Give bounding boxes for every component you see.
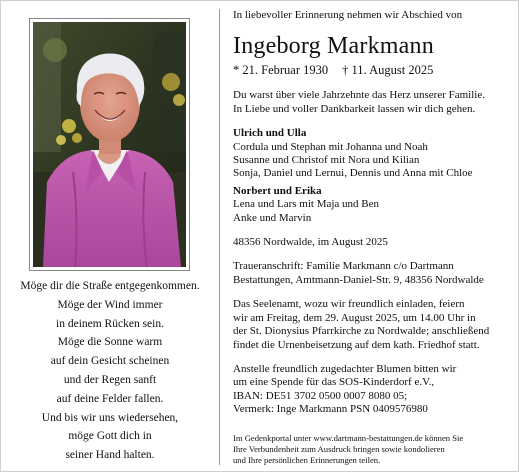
family-member-line: Susanne und Christof mit Nora und Kilian xyxy=(233,154,420,167)
message xyxy=(233,89,515,116)
family-heading: Ulrich und Ulla xyxy=(233,127,307,140)
memorial-portal-note xyxy=(233,433,517,466)
death-date: † 11. August 2025 xyxy=(342,63,434,78)
service-line: findet die Urnenbeisetzung auf dem kath. Friedhof statt. xyxy=(233,338,480,351)
service-line: Das Seelenamt, wozu wir freundlich einladen, feiern xyxy=(233,298,465,311)
donation-line: um eine Spende für das SOS-Kinderdorf e.V., xyxy=(233,376,435,389)
family-group-1 xyxy=(233,127,515,181)
birth-date: * 21. Februar 1930 xyxy=(233,63,329,78)
right-column xyxy=(233,9,515,417)
family-member-line: Cordula und Stephan mit Johanna und Noah xyxy=(233,140,428,153)
poem-line: Möge die Sonne warm xyxy=(57,336,163,349)
family-member-line: Anke und Marvin xyxy=(233,211,312,224)
donation-line: Vermerk: Inge Markmann PSN 0409576980 xyxy=(233,403,428,416)
life-dates xyxy=(233,62,515,78)
message-line: In Liebe und voller Dankbarkeit lassen wir dich gehen. xyxy=(233,102,476,115)
intro-text: In liebevoller Erinnerung nehmen wir Abschied von xyxy=(233,9,463,21)
place-date-text: 48356 Nordwalde, im August 2025 xyxy=(233,236,388,249)
family-member-line: Lena und Lars mit Maja und Ben xyxy=(233,198,380,211)
footer-line: Im Gedenkportal unter www.dartmann-bestattungen.de können Sie xyxy=(233,433,464,443)
poem-line: Und bis wir uns wiedersehen, xyxy=(41,411,179,424)
poem-line: in deinem Rücken sein. xyxy=(56,317,164,330)
poem-line: auf deine Felder fallen. xyxy=(56,392,164,405)
poem-line: auf dein Gesicht scheinen xyxy=(50,355,170,368)
service-line: wir am Freitag, dem 29. August 2025, um 14.00 Uhr in xyxy=(233,311,476,324)
address-line: Bestattungen, Amtmann-Daniel-Str. 9, 48356 Nordwalde xyxy=(233,273,484,286)
poem-line: seiner Hand halten. xyxy=(65,449,155,462)
service-line: der St. Dionysius Pfarrkirche zu Nordwalde; anschließend xyxy=(233,325,490,338)
portrait-photo xyxy=(29,18,190,271)
left-column xyxy=(1,1,219,473)
footer-line: Ihre Verbundenheit zum Ausdruck bringen sowie kondolieren xyxy=(233,444,445,454)
family-heading: Norbert und Erika xyxy=(233,184,322,197)
donation-info xyxy=(233,363,515,417)
family-group-2 xyxy=(233,185,515,225)
poem-line: Möge dir die Straße entgegenkommen. xyxy=(20,280,200,292)
message-line: Du warst über viele Jahrzehnte das Herz unserer Familie. xyxy=(233,89,485,102)
portrait-image xyxy=(33,22,186,267)
service-info xyxy=(233,298,515,352)
donation-line: IBAN: DE51 3702 0500 0007 8080 05; xyxy=(233,389,408,402)
mourning-address xyxy=(233,260,515,287)
poem-line: und der Regen sanft xyxy=(63,373,157,386)
poem xyxy=(1,277,219,465)
poem-line: möge Gott dich in xyxy=(68,430,152,443)
address-line: Traueranschrift: Familie Markmann c/o Dartmann xyxy=(233,260,454,273)
poem-line: Möge der Wind immer xyxy=(57,298,163,311)
family-member-line: Sonja, Daniel und Lernui, Dennis und Anna mit Chloe xyxy=(233,167,473,180)
deceased-name: Ingeborg Markmann xyxy=(233,33,434,60)
footer-line: und Ihre persönlichen Erinnerungen teilen. xyxy=(233,455,381,465)
donation-line: Anstelle freundlich zugedachter Blumen bitten wir xyxy=(233,362,457,375)
column-divider xyxy=(219,9,220,465)
place-date xyxy=(233,236,515,249)
